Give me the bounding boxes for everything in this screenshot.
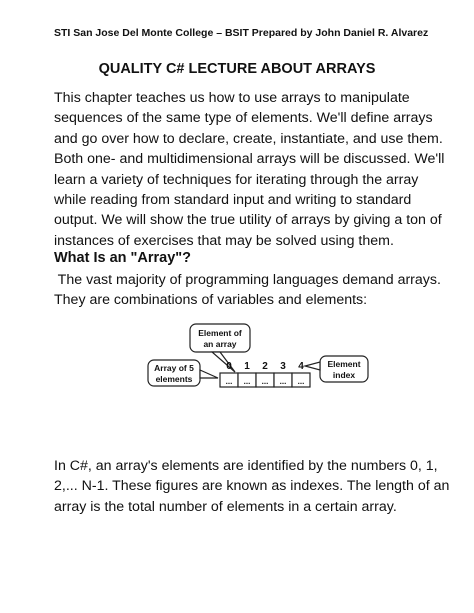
intro-line: output. We will show the true utility of arrays by giving a ton of	[54, 212, 442, 229]
array-cell-value: ...	[225, 377, 233, 386]
intro-line: learn a variety of techniques for iterating through the array	[54, 171, 419, 188]
array-cell-value: ...	[279, 377, 287, 386]
definition-line: The vast majority of programming languages demand arrays.	[54, 272, 441, 288]
array-index: 3	[280, 361, 286, 372]
element-callout-line2: an array	[203, 339, 237, 349]
closing-line: array is the total number of elements in a certain array.	[54, 498, 397, 515]
array-callout-line1: Array of 5	[154, 363, 194, 373]
closing-line: 2,... N-1. These figures are known as indexes. The length of an	[54, 478, 450, 495]
array-diagram	[140, 320, 380, 400]
closing-paragraph	[54, 456, 450, 517]
array-callout-line2: elements	[155, 374, 193, 384]
page-header: STI San Jose Del Monte College – BSIT Prepared by John Daniel R. Alvarez	[54, 27, 429, 39]
index-callout-line2: index	[332, 370, 356, 380]
intro-line: instances of exercises that may be solved using them.	[54, 232, 394, 249]
index-callout-pointer	[305, 362, 320, 370]
element-callout-line1: Element of	[198, 328, 242, 338]
array-index: 0	[226, 361, 232, 372]
intro-line: while reading from standard input and writing to standard	[54, 192, 412, 209]
section-heading: What Is an "Array"?	[54, 250, 192, 266]
intro-line: and go over how to declare, create, instantiate, and use them.	[54, 130, 443, 147]
array-diagram-svg	[140, 320, 380, 400]
intro-paragraph	[54, 88, 445, 251]
document-title: QUALITY C# LECTURE ABOUT ARRAYS	[98, 61, 376, 77]
closing-line: In C#, an array's elements are identified by the numbers 0, 1,	[54, 458, 438, 474]
array-index: 2	[262, 361, 268, 372]
intro-line: This chapter teaches us how to use arrays to manipulate	[54, 90, 410, 106]
array-index: 4	[298, 361, 304, 372]
definition-paragraph	[54, 270, 441, 311]
array-cell-value: ...	[243, 377, 251, 386]
intro-line: sequences of the same type of elements. We'll define arrays	[54, 110, 433, 127]
intro-line: Both one- and multidimensional arrays will be discussed. We'll	[54, 151, 445, 168]
index-callout-line1: Element	[327, 359, 361, 369]
array-cell-value: ...	[261, 377, 269, 386]
array-callout-pointer	[200, 370, 218, 378]
array-index: 1	[244, 361, 250, 372]
definition-line: They are combinations of variables and elements:	[54, 292, 368, 309]
array-cell-value: ...	[297, 377, 305, 386]
